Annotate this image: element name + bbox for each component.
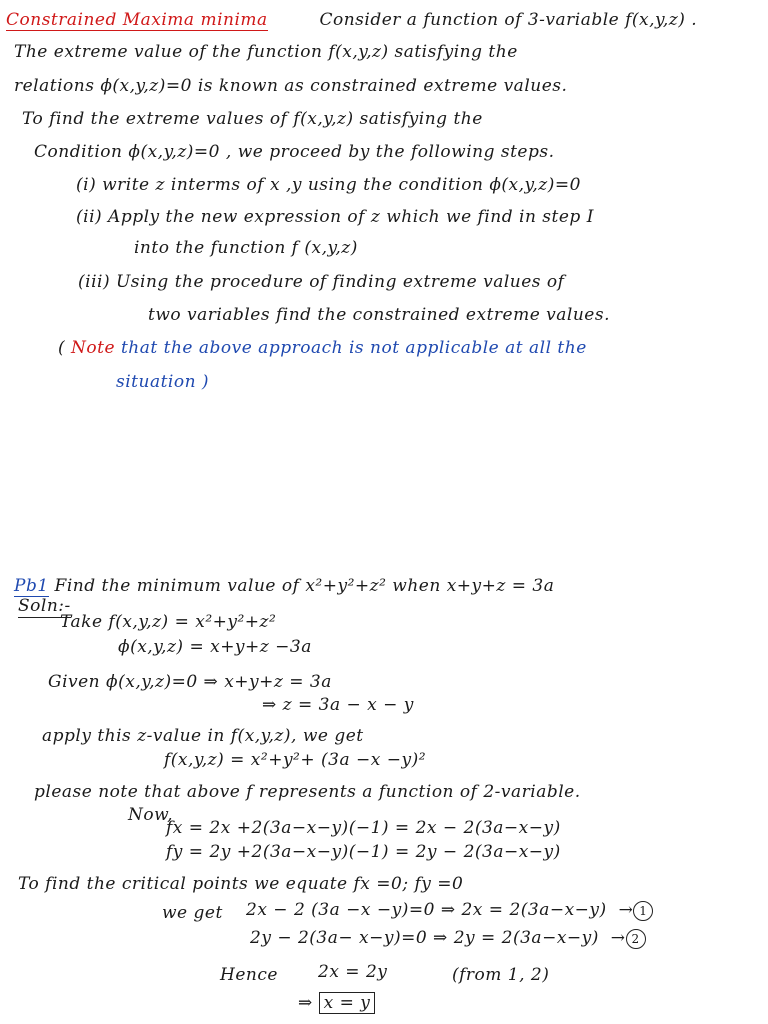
result-line	[298, 993, 375, 1013]
problem-statement: Find the minimum value of x²+y²+z² when x+y+z = 3a	[54, 576, 555, 596]
step-2b: into the function f (x,y,z)	[134, 238, 358, 258]
step-1: (i) write z interms of x ,y using the condition ϕ(x,y,z)=0	[76, 175, 581, 195]
note-rest: that the above approach is not applicable at all the	[115, 338, 587, 358]
soln-label: Soln:-	[18, 596, 71, 616]
note-line-2: situation )	[116, 372, 210, 392]
step-3a: (iii) Using the procedure of finding extreme values of	[78, 272, 565, 292]
intro-text: Consider a function of 3-variable f(x,y,z) .	[319, 10, 698, 30]
note-word: Note	[71, 338, 116, 358]
note-open: (	[58, 338, 72, 358]
fy-line: fy = 2y +2(3a−x−y)(−1) = 2y − 2(3a−x−y)	[166, 842, 561, 862]
section-heading: Constrained Maxima minima	[6, 10, 268, 30]
theory-line-3: relations ϕ(x,y,z)=0 is known as constrained extreme values.	[14, 76, 568, 96]
f-new-line: f(x,y,z) = x²+y²+ (3a −x −y)²	[164, 750, 427, 770]
equation-1-tag: 1	[633, 901, 653, 921]
equation-2-tag: 2	[626, 929, 646, 949]
equation-2-text: 2y − 2(3a− x−y)=0 ⇒ 2y = 2(3a−x−y)	[250, 928, 599, 948]
theory-line-4: To find the extreme values of f(x,y,z) satisfying the	[22, 109, 483, 129]
result-arrow: ⇒	[298, 993, 313, 1013]
z-value-line: ⇒ z = 3a − x − y	[262, 695, 414, 715]
hence-equation: 2x = 2y	[318, 962, 388, 982]
take-line: Take f(x,y,z) = x²+y²+z²	[60, 612, 277, 632]
note-line-1	[58, 338, 587, 358]
now-label: Now,	[128, 805, 174, 825]
step-2a: (ii) Apply the new expression of z which we find in step I	[76, 207, 594, 227]
result-box: x = y	[319, 992, 376, 1014]
we-get-label: we get	[162, 903, 223, 923]
step-3b: two variables find the constrained extreme values.	[148, 305, 610, 325]
apply-line: apply this z-value in f(x,y,z), we get	[42, 726, 364, 746]
equation-1: 2x − 2 (3a −x −y)=0 ⇒ 2x = 2(3a−x−y) → 1	[246, 900, 653, 921]
note-2-variable: please note that above f represents a function of 2-variable.	[34, 782, 581, 802]
critical-line: To find the critical points we equate fx =0; fy =0	[18, 874, 464, 894]
from-note: (from 1, 2)	[452, 965, 550, 985]
hence-label: Hence	[220, 965, 278, 985]
theory-line-2: The extreme value of the function f(x,y,z) satisfying the	[14, 42, 518, 62]
equation-2: 2y − 2(3a− x−y)=0 ⇒ 2y = 2(3a−x−y) → 2	[250, 928, 646, 949]
problem-label: Pb1	[14, 576, 49, 596]
problem-line	[14, 576, 554, 596]
given-line: Given ϕ(x,y,z)=0 ⇒ x+y+z = 3a	[48, 672, 332, 692]
heading-line	[6, 10, 697, 30]
theory-line-5: Condition ϕ(x,y,z)=0 , we proceed by the following steps.	[34, 142, 555, 162]
equation-1-text: 2x − 2 (3a −x −y)=0 ⇒ 2x = 2(3a−x−y)	[246, 900, 607, 920]
fx-line: fx = 2x +2(3a−x−y)(−1) = 2x − 2(3a−x−y)	[166, 818, 561, 838]
phi-line: ϕ(x,y,z) = x+y+z −3a	[118, 637, 312, 657]
